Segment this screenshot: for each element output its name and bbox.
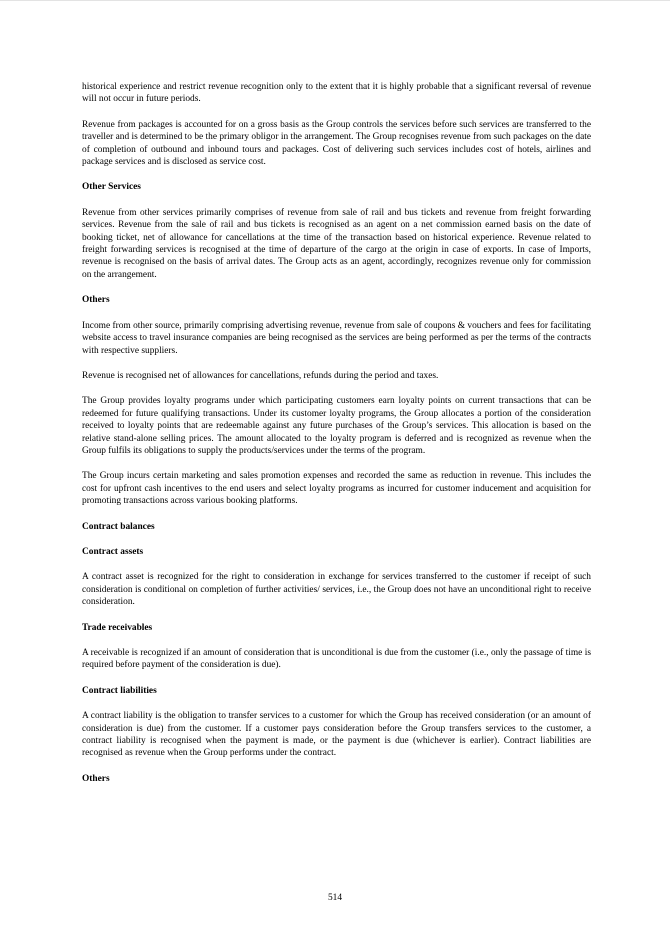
body-text-paragraph: Income from other source, primarily comprising advertising revenue, revenue from sale of coupons & vouchers and fees for facilitating website access to travel insurance companies are being recognised as the services are being performed as per the terms of the contracts with respective suppliers. [82, 320, 591, 356]
body-text-paragraph: Revenue from packages is accounted for on a gross basis as the Group controls the services before such services are transferred to the traveller and is determined to be the primary obligor in the arrangement. The Group recognises revenue from such packages on the date of completion of outbound and inbound tours and packages. Cost of delivering such services includes cost of hotels, airlines and package services and is disclosed as service cost. [82, 119, 591, 168]
section-heading: Trade receivables [82, 622, 153, 633]
page-number: 514 [327, 893, 343, 903]
section-heading: Contract liabilities [82, 685, 157, 696]
body-text-paragraph: A contract liability is the obligation to transfer services to a customer for which the Group has received consideration (or an amount of consideration is due) from the customer. If a customer pays consideration before the Group transfers services to the customer, a contract liability is recognised when the payment is made, or the payment is due (whichever is earlier). Contract liabilities are recognised as revenue when the Group performs under the contract. [82, 711, 591, 759]
body-text-paragraph: historical experience and restrict revenue recognition only to the extent that it is highly probable that a significant reversal of revenue will not occur in future periods. [82, 82, 591, 105]
body-text-paragraph: A receivable is recognized if an amount of consideration that is unconditional is due from the customer (i.e., only the passage of time is required before payment of the consideration is due). [82, 648, 591, 671]
body-text-paragraph: A contract asset is recognized for the right to consideration in exchange for services transferred to the customer if receipt of such consideration is conditional on completion of further activities/ services, i.e., the Group does not have an unconditional right to receive consideration. [82, 572, 591, 608]
section-heading: Others [82, 295, 110, 306]
body-text-paragraph: The Group provides loyalty programs under which participating customers earn loyalty points on current transactions that can be redeemed for future qualifying transactions. Under its customer loyalty programs, the Group allocates a portion of the consideration received to loyalty points that are redeemable against any future purchases of the Group’s services. This allocation is based on the relative stand-alone selling prices. The amount allocated to the loyalty program is deferred and is recognized as revenue when the Group fulfils its obligations to supply the products/services under the terms of the program. [82, 396, 591, 456]
section-heading: Contract assets [82, 546, 144, 557]
section-heading: Other Services [82, 182, 141, 193]
page-content [82, 81, 591, 798]
body-text-paragraph: The Group incurs certain marketing and sales promotion expenses and recorded the same as reduction in revenue. This includes the cost for upfront cash incentives to the end users and select loyalty programs as incurred for customer inducement and acquisition for promoting transactions across various booking platforms. [82, 471, 591, 507]
section-heading: Contract balances [82, 521, 155, 532]
body-text-paragraph: Revenue is recognised net of allowances for cancellations, refunds during the period and taxes. [82, 370, 439, 381]
section-heading: Others [82, 773, 110, 784]
body-text-paragraph: Revenue from other services primarily comprises of revenue from sale of rail and bus tickets and revenue from freight forwarding services. Revenue from the sale of rail and bus tickets is recognised as an agent on a net commission earned basis on the date of booking ticket, net of allowance for cancellations at the time of the transaction based on historical experience. Revenue related to freight forwarding services is recognised at the time of departure of the cargo at the origin in case of exports. In case of Imports, revenue is recognised on the basis of arrival dates. The Group acts as an agent, accordingly, recognizes revenue only for commission on the arrangement. [82, 207, 591, 280]
